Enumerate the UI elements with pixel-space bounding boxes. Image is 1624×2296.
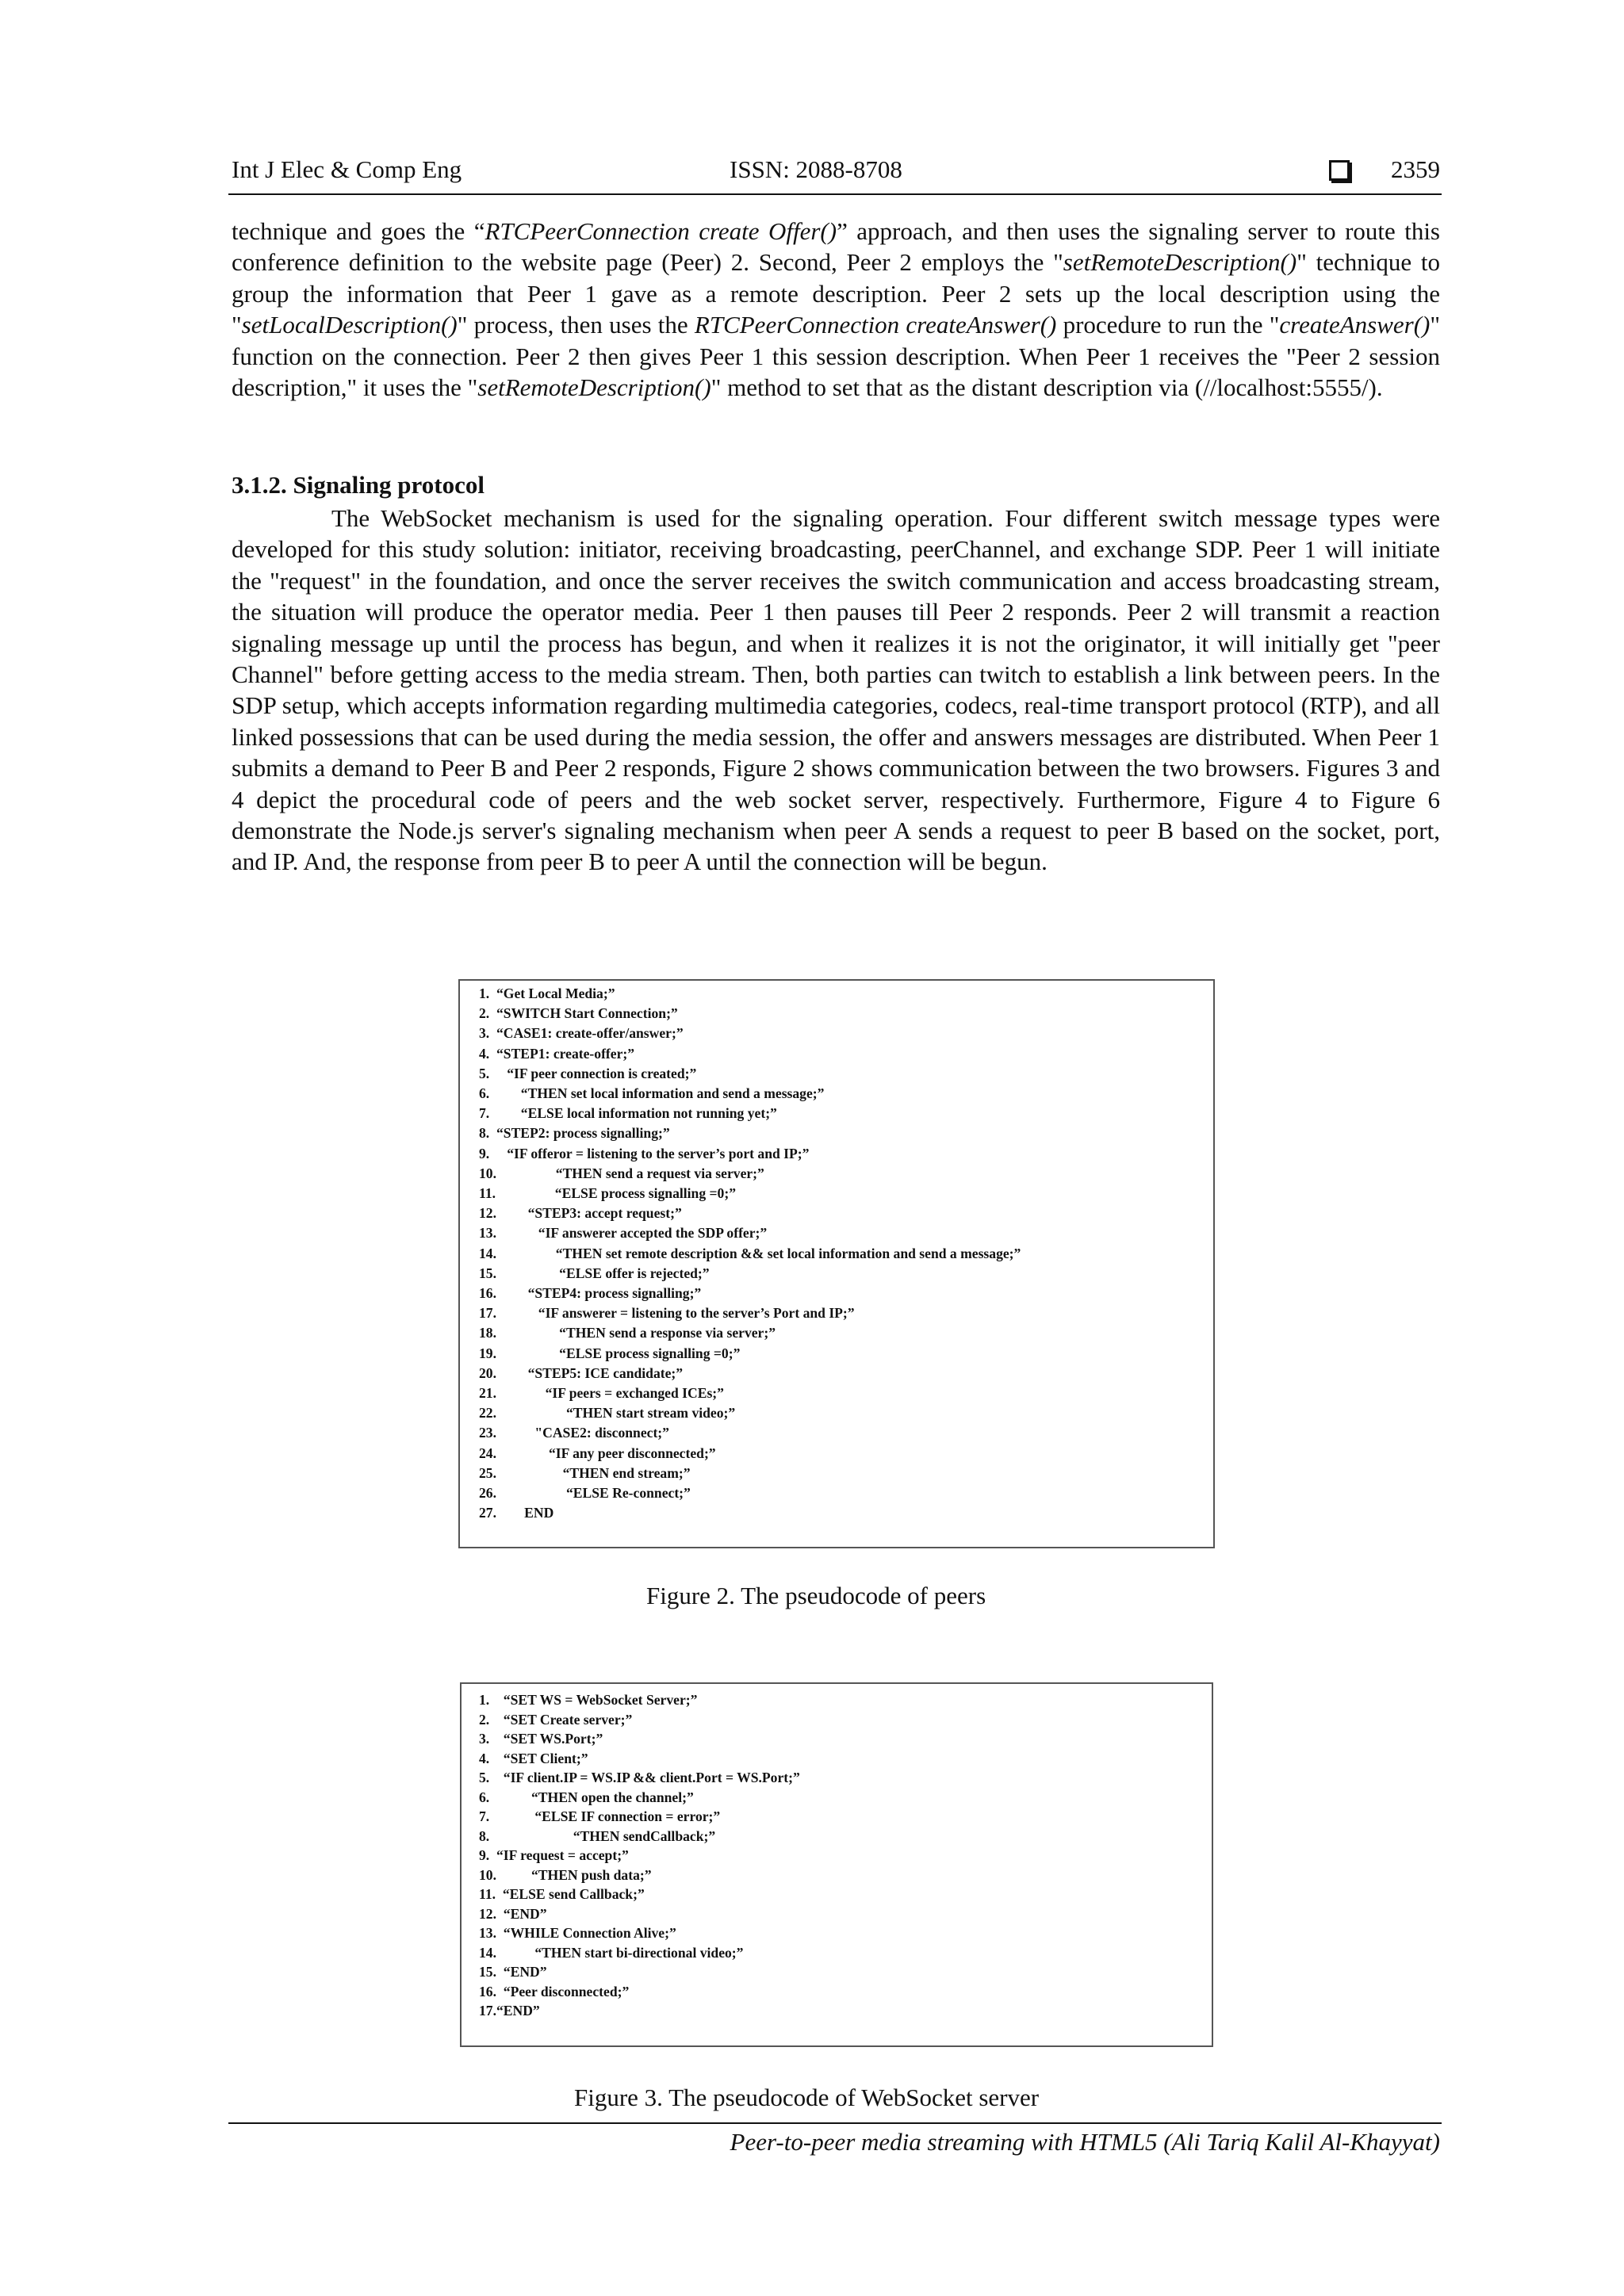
running-header: [232, 155, 1440, 192]
pseudocode-line: 4. “SET Client;”: [479, 1750, 588, 1766]
figure-3-code: [479, 1690, 800, 2021]
pseudocode-line: 5. “IF client.IP = WS.IP && client.Port = WS.Port;”: [479, 1770, 800, 1785]
pseudocode-line: 15. “END”: [479, 1964, 547, 1980]
pseudocode-line: 2. “SET Create server;”: [479, 1711, 633, 1728]
pseudocode-line: 14. “THEN start bi-directional video;”: [479, 1944, 744, 1961]
pseudocode-line: 6. “THEN set local information and send a message;”: [479, 1085, 825, 1102]
pseudocode-line: 9. “IF request = accept;”: [479, 1847, 629, 1863]
figure-3-pseudocode-box: [460, 1682, 1213, 2047]
pseudocode-line: 26. “ELSE Re-connect;”: [479, 1485, 691, 1502]
pseudocode-line: 16. “STEP4: process signalling;”: [479, 1285, 702, 1302]
text-run: " technique to group the information that Peer 1 gave as a remote description. Peer 2 sets up the local description using the ": [232, 248, 1440, 339]
page-number: 2359: [1391, 155, 1440, 183]
figure-2-caption: Figure 2. The pseudocode of peers: [646, 1582, 986, 1609]
italic-method-name: createAnswer(): [1279, 311, 1431, 339]
pseudocode-line: 3. “SET WS.Port;”: [479, 1731, 603, 1747]
italic-method-name: setRemoteDescription(): [477, 373, 711, 402]
text-run: " function on the connection. Peer 2 then gives Peer 1 this session description. When Peer 1 receives the "Peer 2 session description," it uses the ": [232, 311, 1441, 402]
pseudocode-line: 14. “THEN set remote description && set local information and send a message;”: [479, 1245, 1021, 1261]
pseudocode-line: 9. “IF offeror = listening to the server’s port and IP;”: [479, 1145, 810, 1161]
pseudocode-line: 23. "CASE2: disconnect;”: [479, 1425, 669, 1441]
text-run: procedure to run the ": [1056, 311, 1280, 339]
pseudocode-line: 8. “STEP2: process signalling;”: [479, 1125, 670, 1142]
pseudocode-line: 11. “ELSE send Callback;”: [479, 1886, 645, 1902]
pseudocode-line: 18. “THEN send a response via server;”: [479, 1325, 776, 1341]
text-run: " method to set that as the distant description via (//localhost:5555/).: [710, 373, 1383, 402]
pseudocode-line: 7. “ELSE IF connection = error;”: [479, 1808, 721, 1824]
pseudocode-line: 25. “THEN end stream;”: [479, 1464, 691, 1481]
italic-method-name: RTCPeerConnection createAnswer(): [694, 311, 1057, 339]
pseudocode-line: 13. “WHILE Connection Alive;”: [479, 1925, 676, 1941]
pseudocode-line: 1. “SET WS = WebSocket Server;”: [479, 1692, 698, 1708]
pseudocode-line: 1. “Get Local Media;”: [479, 985, 615, 1001]
pseudocode-line: 7. “ELSE local information not running yet;”: [479, 1105, 777, 1122]
italic-method-name: RTCPeerConnection create Offer(): [485, 217, 837, 245]
pseudocode-line: 12. “END”: [479, 1905, 547, 1922]
issn-label: ISSN: 2088-8708: [730, 155, 902, 183]
pseudocode-line: 5. “IF peer connection is created;”: [479, 1065, 697, 1081]
pseudocode-line: 4. “STEP1: create-offer;”: [479, 1045, 635, 1062]
figure-2-pseudocode-box: [458, 979, 1215, 1548]
footer-divider: [228, 2122, 1442, 2124]
figure-3-caption: Figure 3. The pseudocode of WebSocket server: [574, 2084, 1040, 2111]
pseudocode-line: 15. “ELSE offer is rejected;”: [479, 1265, 710, 1281]
pseudocode-line: 19. “ELSE process signalling =0;”: [479, 1345, 741, 1361]
pseudocode-line: 10. “THEN push data;”: [479, 1866, 652, 1883]
section-heading: 3.1.2. Signaling protocol: [232, 471, 485, 499]
pseudocode-line: 6. “THEN open the channel;”: [479, 1789, 694, 1805]
italic-method-name: setLocalDescription(): [241, 311, 458, 339]
pseudocode-line: 21. “IF peers = exchanged ICEs;”: [479, 1385, 724, 1402]
running-footer: Peer-to-peer media streaming with HTML5 (Ali Tariq Kalil Al-Khayyat): [730, 2128, 1440, 2156]
paragraph-offer-answer: [232, 216, 1440, 403]
text-run: technique and goes the “: [232, 217, 485, 245]
pseudocode-line: 12. “STEP3: accept request;”: [479, 1205, 682, 1222]
pseudocode-line: 17.“END”: [479, 2003, 540, 2019]
italic-method-name: setRemoteDescription(): [1063, 248, 1297, 277]
pseudocode-line: 13. “IF answerer accepted the SDP offer;”: [479, 1225, 768, 1242]
pseudocode-line: 10. “THEN send a request via server;”: [479, 1165, 764, 1181]
header-divider: [228, 193, 1442, 195]
pseudocode-line: 27. END: [479, 1505, 554, 1521]
pseudocode-line: 24. “IF any peer disconnected;”: [479, 1445, 716, 1461]
journal-name: Int J Elec & Comp Eng: [232, 155, 462, 183]
pseudocode-line: 11. “ELSE process signalling =0;”: [479, 1185, 736, 1202]
pseudocode-line: 16. “Peer disconnected;”: [479, 1983, 630, 1999]
text-run: " process, then uses the: [457, 311, 695, 339]
pseudocode-line: 8. “THEN sendCallback;”: [479, 1827, 716, 1844]
pseudocode-line: 20. “STEP5: ICE candidate;”: [479, 1364, 684, 1381]
pseudocode-line: 3. “CASE1: create-offer/answer;”: [479, 1025, 684, 1042]
checkbox-square-icon: [1329, 160, 1350, 181]
paragraph-signaling-protocol: The WebSocket mechanism is used for the signaling operation. Four different switch message types were developed for this study solution: initiator, receiving broadcasting, peerChannel, and exchange SDP. Peer 1 will initiate the "request" in the foundation, and once the server receives the switch communication and access broadcasting stream, the situation will produce the operator media. Peer 1 then pauses till Peer 2 responds. Peer 2 will transmit a reaction signaling message up until the process has begun, and when it realizes it is not the originator, it will initially get "peer Channel" before getting access to the media stream. Then, both parties can twitch to establish a link between peers. In the SDP setup, which accepts information regarding multimedia categories, codecs, real-time transport protocol (RTP), and all linked possessions that can be used during the media session, the offer and answers messages are distributed. When Peer 1 submits a demand to Peer B and Peer 2 responds, Figure 2 shows communication between the two browsers. Figures 3 and 4 depict the procedural code of peers and the web socket server, respectively. Furthermore, Figure 4 to Figure 6 demonstrate the Node.js server's signaling mechanism when peer A sends a request to peer B based on the socket, port, and IP. And, the response from peer B to peer A until the connection will be begun.: [232, 504, 1440, 876]
figure-2-code: [479, 984, 1021, 1523]
pseudocode-line: 22. “THEN start stream video;”: [479, 1405, 736, 1422]
pseudocode-line: 17. “IF answerer = listening to the server’s Port and IP;”: [479, 1305, 855, 1322]
text-run: ” approach, and then uses the signaling server to route this conference definition to the website page (Peer) 2. Second, Peer 2 employs the ": [232, 217, 1441, 277]
pseudocode-line: 2. “SWITCH Start Connection;”: [479, 1005, 678, 1022]
